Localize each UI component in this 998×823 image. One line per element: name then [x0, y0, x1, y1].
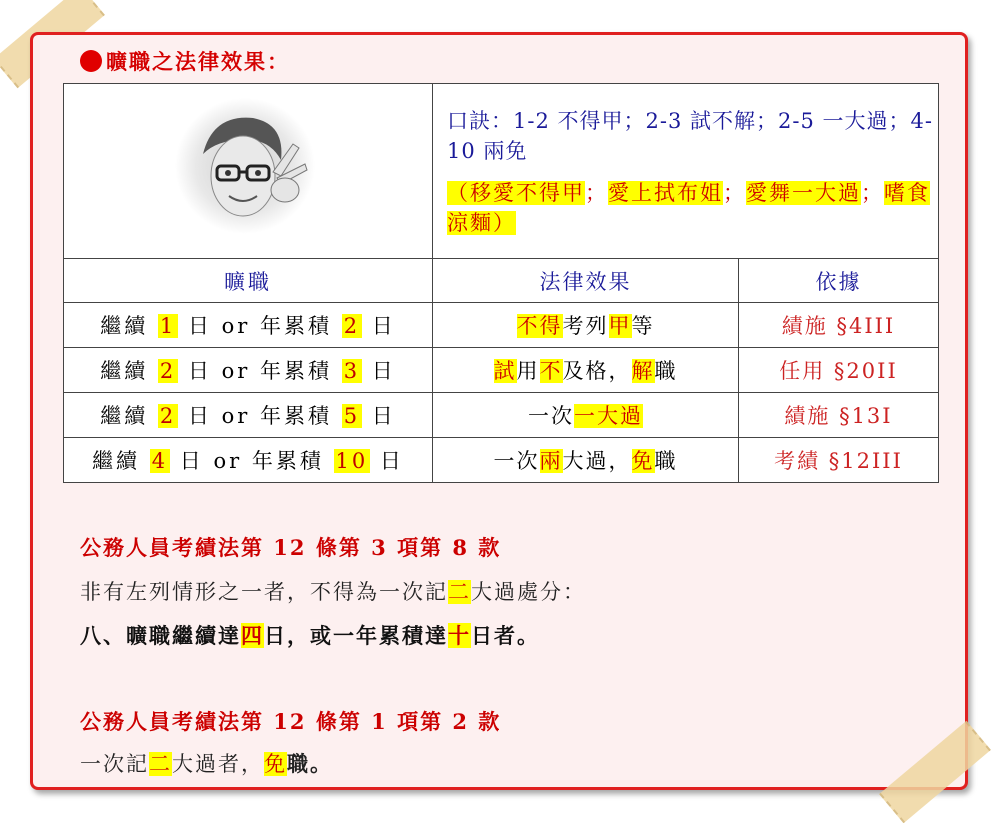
absence-text: 繼續 — [92, 449, 150, 473]
law1-line2-mid: 日，或一年累積達 — [264, 623, 448, 648]
section-heading — [80, 46, 290, 76]
effect-text: 一次 — [528, 404, 574, 428]
mnemonic-rule — [447, 105, 938, 165]
absence-text: 日 or 年累積 — [170, 449, 334, 473]
mnemonic-phrase-4: 嗜食涼麵 — [447, 181, 930, 235]
absence-text: 日 or 年累積 — [178, 359, 342, 383]
effect-text: 用 — [516, 359, 540, 383]
law2-title: 公務人員考績法第 12 條第 1 項第 2 款 — [80, 709, 502, 734]
absence-number: 2 — [159, 404, 177, 428]
effects-table — [63, 83, 939, 483]
effect-text: 考列 — [562, 314, 609, 338]
mnemonic-phrase-1: （移愛不得甲 — [447, 181, 585, 205]
law2-line1 — [80, 748, 333, 778]
absence-number: 2 — [159, 359, 177, 383]
law2-line1-mark2: 免 — [264, 752, 287, 776]
absence-cell — [64, 393, 433, 438]
absence-number: 3 — [343, 359, 361, 383]
effect-text: 及格， — [562, 359, 632, 383]
absence-number: 2 — [343, 314, 361, 338]
table-row — [64, 348, 939, 393]
law2-line1-mid: 大過者， — [172, 752, 264, 776]
mnemonic-row — [64, 84, 939, 259]
mnemonic-sep-1: ； — [585, 181, 608, 205]
absence-number: 4 — [151, 449, 169, 473]
mnemonic-phrase-close: ） — [493, 211, 516, 235]
law1-line1 — [80, 576, 586, 606]
table-row — [64, 393, 939, 438]
law2-line1-post: 職。 — [287, 751, 333, 776]
absence-text: 日 or 年累積 — [178, 314, 342, 338]
effect-text: 職 — [654, 449, 678, 473]
mnemonic-sep-2: ； — [723, 181, 746, 205]
absence-text: 日 or 年累積 — [178, 404, 342, 428]
law1-line1-pre: 非有左列情形之一者，不得為一次記 — [80, 580, 448, 604]
mnemonic-phrase-3: 愛舞一大過 — [746, 181, 861, 205]
absence-text: 日 — [362, 404, 396, 428]
effect-highlight: 試 — [493, 359, 517, 383]
law1-line2-pre: 八、曠職繼續達 — [80, 623, 241, 648]
absence-number: 5 — [343, 404, 361, 428]
effect-text: 大過， — [562, 449, 632, 473]
avatar-cell — [64, 84, 433, 259]
law1-line2-post: 日者。 — [471, 623, 540, 648]
law1-line2 — [80, 620, 540, 650]
effect-cell — [433, 438, 739, 483]
mnemonic-cell — [433, 84, 939, 259]
mnemonic-phrase — [447, 177, 938, 237]
absence-text: 繼續 — [100, 314, 158, 338]
absence-text: 日 — [370, 449, 404, 473]
absence-number: 10 — [335, 449, 369, 473]
basis-cell: 績施 §4III — [739, 303, 939, 348]
effect-highlight: 不 — [539, 359, 563, 383]
effect-highlight: 不得 — [516, 314, 563, 338]
effect-highlight: 解 — [631, 359, 655, 383]
basis-cell: 考績 §12III — [739, 438, 939, 483]
absence-cell — [64, 438, 433, 483]
header-effect: 法律效果 — [433, 259, 739, 303]
absence-text: 日 — [362, 314, 396, 338]
absence-cell — [64, 348, 433, 393]
absence-text: 繼續 — [100, 404, 158, 428]
effect-cell — [433, 348, 739, 393]
table-row — [64, 438, 939, 483]
absence-text: 日 — [362, 359, 396, 383]
header-absence: 曠職 — [64, 259, 433, 303]
mnemonic-colon: ： — [491, 109, 513, 133]
effect-cell — [433, 303, 739, 348]
law1-line1-post: 大過處分： — [471, 580, 586, 604]
law2-line1-pre: 一次記 — [80, 752, 149, 776]
bullet-dot-icon — [80, 50, 102, 72]
effect-text: 職 — [654, 359, 678, 383]
law1-line2-mark2: 十 — [448, 623, 471, 648]
law1-title: 公務人員考績法第 12 條第 3 項第 8 款 — [80, 535, 502, 560]
avatar — [173, 94, 323, 244]
mnemonic-sep-3: ； — [861, 181, 884, 205]
absence-cell — [64, 303, 433, 348]
law2-line1-mark1: 二 — [149, 752, 172, 776]
law1-line2-mark1: 四 — [241, 623, 264, 648]
mnemonic-phrase-2: 愛上拭布姐 — [608, 181, 723, 205]
table-header-row — [64, 259, 939, 303]
effect-text: 等 — [631, 314, 655, 338]
effect-cell — [433, 393, 739, 438]
effect-text: 一次 — [493, 449, 540, 473]
absence-text: 繼續 — [100, 359, 158, 383]
heading-text: 曠職之法律效果： — [106, 49, 290, 74]
effect-highlight: 免 — [631, 449, 655, 473]
mnemonic-prefix: 口訣 — [447, 109, 491, 133]
header-basis: 依據 — [739, 259, 939, 303]
effect-highlight: 一大過 — [574, 404, 643, 428]
basis-cell: 績施 §13I — [739, 393, 939, 438]
mnemonic-rule-text: 1-2 不得甲；2-3 試不解；2-5 一大過；4-10 兩免 — [447, 109, 933, 163]
absence-number: 1 — [159, 314, 177, 338]
table-row — [64, 303, 939, 348]
law1-line1-mark: 二 — [448, 580, 471, 604]
basis-cell: 任用 §20II — [739, 348, 939, 393]
effect-highlight: 兩 — [539, 449, 563, 473]
effect-highlight: 甲 — [608, 314, 632, 338]
